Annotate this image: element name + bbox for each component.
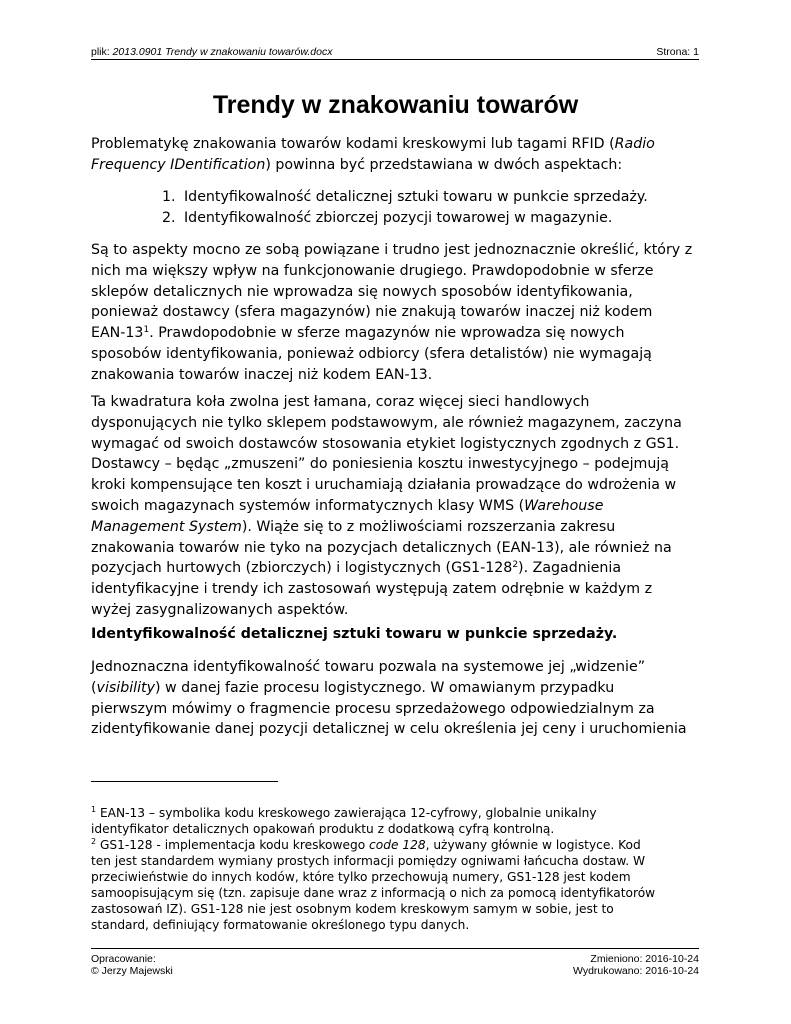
file-label: plik: 2013.0901 Trendy w znakowaniu towarów.docx (91, 46, 333, 58)
text-line: Jednoznaczna identyfikowalność towaru pozwala na systemowe jej „widzenie” (91, 659, 646, 675)
list-item: 1. Identyfikowalność detalicznej sztuki towaru w punkcie sprzedaży. (162, 189, 648, 205)
text-line: Dostawcy – będąc „zmuszeni” do poniesienia kosztu inwestycyjnego – podejmują (91, 456, 670, 473)
text-line: samoopisującym się (tzn. zapisuje dane wraz z informacją o nich za pomocą identyfikatorów (91, 886, 656, 900)
text-line: EAN-$13^1$. Prawdopodobnie w sferze magazynów nie wprowadza się nowych (91, 325, 625, 342)
text-line: sposobów identyfikowania, ponieważ odbiorcy (sfera detalistów) nie wymagają (91, 345, 652, 362)
text-line: pozycjach hurtowych (zbiorczych) i logistycznych $(GS1-128^2)$. Zagadnienia (91, 560, 622, 577)
text-line: standard, definiujący formatowanie określonego typu danych. (91, 918, 470, 932)
text-line: ten jest standardem wymiany prostych informacji pomiędzy ogniwami łańcucha dostaw. W (91, 854, 646, 868)
document-title: Trendy w znakowaniu towarów (212, 91, 579, 119)
text-line: znakowania towarów inaczej niż kodem EAN-13. (91, 366, 433, 383)
text-line: nich ma większy wpływ na funkcjonowanie drugiego. Prawdopodobnie w sferze (91, 262, 654, 279)
text-line: $^2$ GS1-128 - implementacja kodu kreskowego code 128, używany głównie w logistyce. Kod (91, 837, 641, 852)
text-line: swoich magazynach systemów informatycznych klasy WMS (Warehouse (91, 497, 604, 514)
paragraph-3 (91, 657, 711, 740)
footer-dates: Zmieniono: 2016-10-24 Wydrukowano: 2016-10-24 (573, 953, 699, 977)
text-line: sklepów detalicznych nie wprowadza się nowych sposobów identyfikowania, (91, 283, 633, 300)
text-line: przeciwieństwie do innych kodów, które tylko przechowują numery, GS1-128 jest kodem (91, 870, 631, 884)
page-number: Strona: 1 (656, 46, 699, 58)
text-line: pierwszym mówimy o fragmencie procesu sprzedażowego odpowiedzialnym za (91, 700, 655, 717)
footnote-2 (91, 837, 711, 933)
text-line: wyżej zasygnalizowanych aspektów. (91, 601, 349, 618)
text-line: Są to aspekty mocno ze sobą powiązane i trudno jest jednoznacznie określić, który z (91, 242, 693, 258)
text-line: kroki kompensujące ten koszt i uruchamiają działania prowadzące do wdrożenia w (91, 477, 677, 494)
paragraph-1 (91, 240, 711, 386)
intro-paragraph (91, 134, 711, 176)
text-line: znakowania towarów nie tyko na pozycjach detalicznych (EAN-13), ale również na (91, 539, 672, 556)
list-item: 2. Identyfikowalność zbiorczej pozycji towarowej w magazynie. (162, 209, 613, 226)
text-line: identyfikator detalicznych opakowań produktu z dodatkową cyfrą kontrolną. (91, 822, 555, 836)
page-footer (91, 948, 699, 977)
footnote-1 (91, 805, 711, 837)
text-line: wymagać od swoich dostawców stosowania etykiet logistycznych zgodnych z GS1. (91, 435, 680, 452)
text-line: $^1$ EAN-13 – symbolika kodu kreskowego zawierająca 12-cyfrowy, globalnie unikalny (91, 805, 597, 820)
footer-author: Opracowanie: © Jerzy Majewski (91, 953, 173, 977)
text-line: Problematykę znakowania towarów kodami kreskowymi lub tagami RFID (Radio (91, 136, 655, 152)
page-header (91, 45, 699, 60)
text-line: Management System). Wiąże się to z możliwościami rozszerzania zakresu (91, 518, 616, 535)
text-line: dysponujących nie tylko sklepem podstawowym, ale również magazynem, zaczyna (91, 414, 682, 431)
text-line: zastosowań IZ). GS1-128 nie jest osobnym kodem kreskowym samym w sobie, jest to (91, 902, 614, 916)
paragraph-2 (91, 392, 711, 621)
aspects-list (162, 187, 722, 229)
text-line: Frequency IDentification) powinna być przedstawiana w dwóch aspektach: (91, 156, 623, 173)
footnote-separator (91, 781, 278, 782)
footnote-ref-1: 1 (143, 325, 150, 336)
text-line: (visibility) w danej fazie procesu logistycznego. W omawianym przypadku (91, 679, 615, 696)
text-line: ponieważ dostawcy (sfera magazynów) nie znakują towarów inaczej niż kodem (91, 304, 653, 321)
text-line: identyfikacyjne i trendy ich zastosowań występują zatem odrębnie w każdym z (91, 581, 653, 598)
section-heading: Identyfikowalność detalicznej sztuki towaru w punkcie sprzedaży. (91, 626, 618, 642)
text-line: Ta kwadratura koła zwolna jest łamana, coraz więcej sieci handlowych (91, 394, 590, 410)
text-line: zidentyfikowanie danej pozycji detalicznej w celu określenia jej ceny i uruchomienia (91, 721, 687, 738)
file-name: 2013.0901 Trendy w znakowaniu towarów.docx (112, 46, 333, 58)
footnote-ref-2: 2 (512, 560, 519, 571)
